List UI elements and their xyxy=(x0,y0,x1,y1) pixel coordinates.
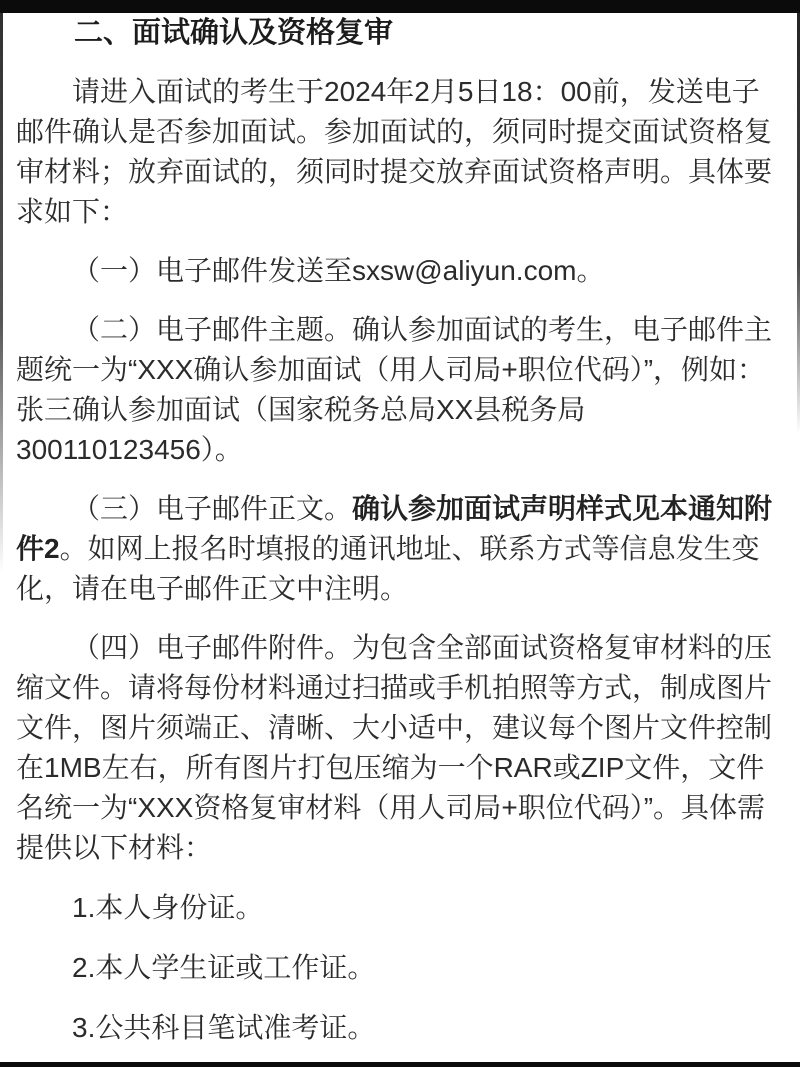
paragraph-email-subject: （二）电子邮件主题。确认参加面试的考生，电子邮件主题统一为“XXX确认参加面试（用人司局+职位代码）”，例如：张三确认参加面试（国家税务总局XX县税务局300110123456）。 xyxy=(16,314,773,465)
material-item-2: 2.本人学生证或工作证。 xyxy=(72,952,376,983)
bold-attachment-note: 确认参加面试声明样式见本通知附件2 xyxy=(16,493,773,564)
paragraph-email-attachment: （四）电子邮件附件。为包含全部面试资格复审材料的压缩文件。请将每份材料通过扫描或手机拍照等方式，制成图片文件，图片须端正、清晰、大小适中，建议每个图片文件控制在1MB左右，所有图片打包压缩为一个RAR或ZIP文件，文件名统一为“XXX资格复审材料（用人司局+职位代码）”。具体需提供以下材料： xyxy=(16,632,773,863)
email-body-text-pre: （三）电子邮件正文。 xyxy=(72,493,353,524)
intro-paragraph: 请进入面试的考生于2024年2月5日18：00前，发送电子邮件确认是否参加面试。参加面试的，须同时提交面试资格复审材料；放弃面试的，须同时提交放弃面试资格声明。具体要求如下： xyxy=(16,76,773,227)
email-body-text-post: 。如网上报名时填报的通讯地址、联系方式等信息发生变化，请在电子邮件正文中注明。 xyxy=(16,533,760,604)
document-body xyxy=(0,13,800,1062)
paragraph-email-body xyxy=(16,489,776,609)
material-item-3: 3.公共科目笔试准考证。 xyxy=(72,1012,376,1043)
top-black-bar xyxy=(0,0,800,13)
section-heading: 二、面试确认及资格复审 xyxy=(74,17,394,49)
material-item-1: 1.本人身份证。 xyxy=(72,892,264,923)
bottom-black-bar xyxy=(0,1062,800,1067)
paragraph-email-address: （一）电子邮件发送至sxsw@aliyun.com。 xyxy=(72,255,605,286)
